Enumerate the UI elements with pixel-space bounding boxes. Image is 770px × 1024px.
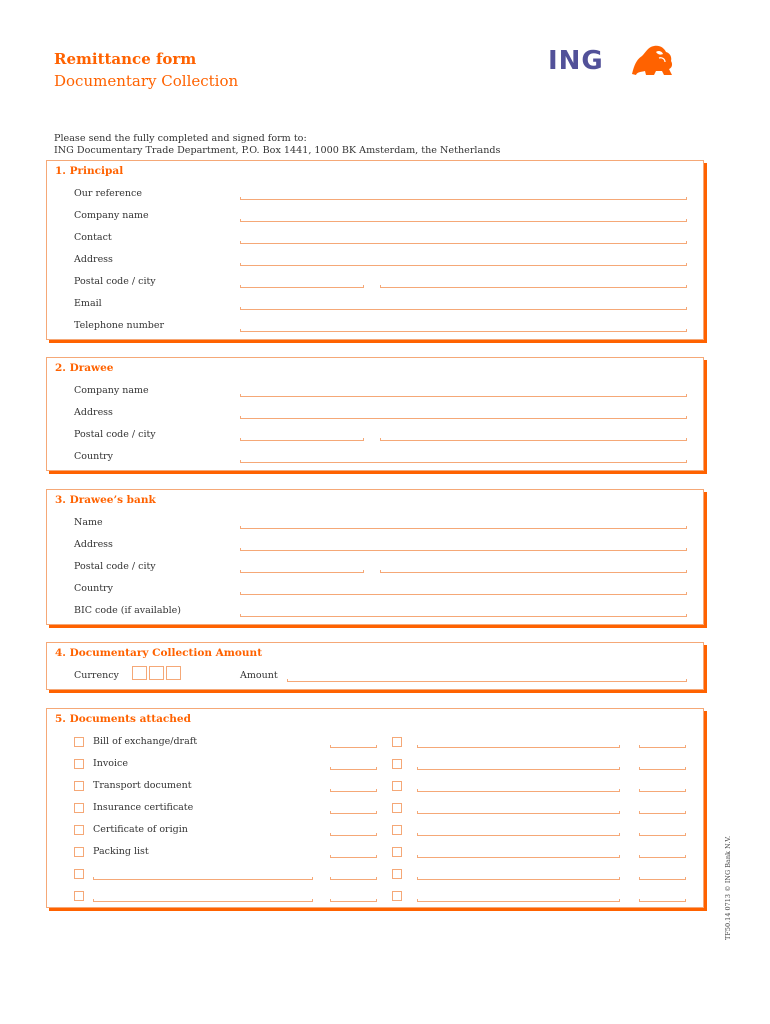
line-tick: [619, 833, 620, 836]
form-title: Remittance form: [54, 50, 197, 68]
line-tick: [240, 570, 241, 573]
line-tick: [417, 811, 418, 814]
bill-originals-field[interactable]: [330, 747, 377, 748]
transport-copy-checkbox[interactable]: [392, 781, 402, 791]
line-tick: [619, 855, 620, 858]
invoice-originals-field[interactable]: [330, 769, 377, 770]
transport-checkbox[interactable]: [74, 781, 84, 791]
line-tick: [686, 263, 687, 266]
line-tick: [330, 855, 331, 858]
drawee-company-field[interactable]: [240, 396, 687, 397]
packing-description-field[interactable]: [417, 857, 620, 858]
other-2-originals-field[interactable]: [330, 901, 377, 902]
bank-name-field[interactable]: [240, 528, 687, 529]
doc-row-packing: [47, 846, 703, 864]
invoice-checkbox[interactable]: [74, 759, 84, 769]
line-tick: [686, 570, 687, 573]
line-tick: [639, 745, 640, 748]
line-tick: [93, 877, 94, 880]
doc-row-transport: [47, 780, 703, 798]
bill-checkbox[interactable]: [74, 737, 84, 747]
transport-copies-field[interactable]: [639, 791, 686, 792]
bank-city-field[interactable]: [380, 572, 687, 573]
line-tick: [685, 899, 686, 902]
line-tick: [639, 899, 640, 902]
drawee-city-field[interactable]: [380, 440, 687, 441]
drawee-address-row: [47, 407, 703, 425]
line-tick: [686, 241, 687, 244]
line-tick: [619, 811, 620, 814]
origin-copies-field[interactable]: [639, 835, 686, 836]
line-tick: [417, 855, 418, 858]
transport-description-field[interactable]: [417, 791, 620, 792]
line-tick: [240, 329, 241, 332]
address-row: [47, 254, 703, 272]
line-tick: [686, 416, 687, 419]
line-tick: [330, 833, 331, 836]
line-tick: [685, 855, 686, 858]
bank-name-row: [47, 517, 703, 535]
line-tick: [417, 789, 418, 792]
line-tick: [240, 460, 241, 463]
bank-postal-city-row: [47, 561, 703, 579]
drawee-company-row: [47, 385, 703, 403]
email-label: Email: [74, 298, 102, 309]
company-name-row: [47, 210, 703, 228]
drawee-country-label: Country: [74, 451, 113, 462]
line-tick: [685, 877, 686, 880]
line-tick: [686, 526, 687, 529]
line-tick: [686, 285, 687, 288]
invoice-copies-field[interactable]: [639, 769, 686, 770]
line-tick: [363, 438, 364, 441]
intro-line-1: Please send the fully completed and signed form to:: [54, 133, 307, 144]
line-tick: [376, 745, 377, 748]
line-tick: [380, 570, 381, 573]
our-reference-row: [47, 188, 703, 206]
drawee-country-field[interactable]: [240, 462, 687, 463]
line-tick: [376, 767, 377, 770]
insurance-label: Insurance certificate: [93, 802, 194, 813]
packing-originals-field[interactable]: [330, 857, 377, 858]
currency-label: Currency: [74, 670, 119, 681]
transport-label: Transport document: [93, 780, 192, 791]
line-tick: [686, 460, 687, 463]
bank-postal-city-label: Postal code / city: [74, 561, 156, 572]
line-tick: [639, 877, 640, 880]
line-tick: [417, 767, 418, 770]
line-tick: [330, 877, 331, 880]
bank-postal-code-field[interactable]: [240, 572, 364, 573]
line-tick: [376, 811, 377, 814]
postal-city-label: Postal code / city: [74, 276, 156, 287]
postal-code-field[interactable]: [240, 287, 364, 288]
amount-title: 4. Documentary Collection Amount: [55, 647, 263, 659]
origin-copy-checkbox[interactable]: [392, 825, 402, 835]
other-2-copies-field[interactable]: [639, 901, 686, 902]
intro-line-2: ING Documentary Trade Department, P.O. Box 1441, 1000 BK Amsterdam, the Netherlands: [54, 144, 501, 156]
origin-checkbox[interactable]: [74, 825, 84, 835]
line-tick: [639, 855, 640, 858]
doc-row-origin: [47, 824, 703, 842]
line-tick: [363, 570, 364, 573]
line-tick: [417, 877, 418, 880]
drawee-section: [46, 357, 704, 471]
line-tick: [240, 285, 241, 288]
line-tick: [240, 197, 241, 200]
principal-section: [46, 160, 704, 340]
line-tick: [686, 307, 687, 310]
telephone-field[interactable]: [240, 331, 687, 332]
bank-name-label: Name: [74, 517, 103, 528]
line-tick: [686, 197, 687, 200]
line-tick: [240, 219, 241, 222]
principal-title: 1. Principal: [55, 165, 124, 177]
line-tick: [639, 811, 640, 814]
contact-row: [47, 232, 703, 250]
bank-address-label: Address: [74, 539, 113, 550]
bank-country-field[interactable]: [240, 594, 687, 595]
line-tick: [240, 438, 241, 441]
address-label: Address: [74, 254, 113, 265]
line-tick: [417, 899, 418, 902]
line-tick: [312, 877, 313, 880]
line-tick: [240, 394, 241, 397]
line-tick: [417, 833, 418, 836]
bill-label: Bill of exchange/draft: [93, 736, 198, 747]
line-tick: [240, 263, 241, 266]
drawee-address-label: Address: [74, 407, 113, 418]
other-2-checkbox[interactable]: [74, 891, 84, 901]
bank-country-row: [47, 583, 703, 601]
doc-row-invoice: [47, 758, 703, 776]
drawee-postal-code-field[interactable]: [240, 440, 364, 441]
packing-label: Packing list: [93, 846, 149, 857]
line-tick: [376, 877, 377, 880]
line-tick: [376, 789, 377, 792]
doc-row-other-1: [47, 868, 703, 886]
other-2-description-field[interactable]: [417, 901, 620, 902]
line-tick: [619, 877, 620, 880]
drawee-title: 2. Drawee: [55, 362, 114, 374]
doc-row-bill: [47, 736, 703, 754]
other-1-description-field[interactable]: [417, 879, 620, 880]
doc-row-insurance: [47, 802, 703, 820]
packing-checkbox[interactable]: [74, 847, 84, 857]
line-tick: [240, 526, 241, 529]
amount-row: [47, 670, 703, 688]
other-1-checkbox[interactable]: [74, 869, 84, 879]
line-tick: [330, 767, 331, 770]
line-tick: [619, 789, 620, 792]
line-tick: [376, 833, 377, 836]
currency-box-2[interactable]: [149, 666, 164, 680]
bank-address-field[interactable]: [240, 550, 687, 551]
our-reference-field[interactable]: [240, 199, 687, 200]
insurance-description-field[interactable]: [417, 813, 620, 814]
our-reference-label: Our reference: [74, 188, 142, 199]
bic-field[interactable]: [240, 616, 687, 617]
drawee-bank-title: 3. Drawee’s bank: [55, 494, 156, 506]
bank-address-row: [47, 539, 703, 557]
form-reference-side-text: TF50.14 0713 © ING Bank N.V.: [724, 835, 732, 940]
postal-city-row: [47, 276, 703, 294]
line-tick: [685, 833, 686, 836]
invoice-description-field[interactable]: [417, 769, 620, 770]
line-tick: [240, 592, 241, 595]
company-name-field[interactable]: [240, 221, 687, 222]
insurance-checkbox[interactable]: [74, 803, 84, 813]
bill-copy-checkbox[interactable]: [392, 737, 402, 747]
line-tick: [240, 416, 241, 419]
line-tick: [686, 548, 687, 551]
origin-label: Certificate of origin: [93, 824, 188, 835]
line-tick: [686, 679, 687, 682]
drawee-country-row: [47, 451, 703, 469]
telephone-row: [47, 320, 703, 338]
invoice-copy-checkbox[interactable]: [392, 759, 402, 769]
line-tick: [376, 899, 377, 902]
line-tick: [686, 614, 687, 617]
amount-field[interactable]: [287, 681, 687, 682]
line-tick: [619, 899, 620, 902]
line-tick: [686, 219, 687, 222]
line-tick: [619, 767, 620, 770]
insurance-originals-field[interactable]: [330, 813, 377, 814]
line-tick: [330, 899, 331, 902]
intro-text: [54, 133, 500, 156]
amount-section: [46, 642, 704, 690]
drawee-company-label: Company name: [74, 385, 149, 396]
drawee-postal-city-row: [47, 429, 703, 447]
address-field[interactable]: [240, 265, 687, 266]
other-2-copy-checkbox[interactable]: [392, 891, 402, 901]
line-tick: [240, 614, 241, 617]
line-tick: [685, 811, 686, 814]
origin-originals-field[interactable]: [330, 835, 377, 836]
logo-text: ING: [548, 46, 604, 76]
drawee-bank-section: [46, 489, 704, 625]
line-tick: [330, 789, 331, 792]
email-field[interactable]: [240, 309, 687, 310]
line-tick: [639, 767, 640, 770]
packing-copy-checkbox[interactable]: [392, 847, 402, 857]
line-tick: [619, 745, 620, 748]
origin-description-field[interactable]: [417, 835, 620, 836]
line-tick: [685, 745, 686, 748]
line-tick: [380, 285, 381, 288]
line-tick: [363, 285, 364, 288]
other-1-originals-field[interactable]: [330, 879, 377, 880]
drawee-address-field[interactable]: [240, 418, 687, 419]
other-1-name-field[interactable]: [93, 879, 313, 880]
bic-label: BIC code (if available): [74, 605, 181, 616]
line-tick: [685, 767, 686, 770]
lion-icon: [628, 44, 676, 78]
line-tick: [240, 548, 241, 551]
line-tick: [312, 899, 313, 902]
line-tick: [639, 789, 640, 792]
insurance-copies-field[interactable]: [639, 813, 686, 814]
insurance-copy-checkbox[interactable]: [392, 803, 402, 813]
line-tick: [380, 438, 381, 441]
line-tick: [240, 241, 241, 244]
bill-description-field[interactable]: [417, 747, 620, 748]
bank-country-label: Country: [74, 583, 113, 594]
contact-label: Contact: [74, 232, 112, 243]
currency-box-1[interactable]: [132, 666, 147, 680]
bic-row: [47, 605, 703, 623]
documents-section: [46, 708, 704, 908]
line-tick: [287, 679, 288, 682]
line-tick: [417, 745, 418, 748]
form-subtitle: Documentary Collection: [54, 72, 239, 90]
line-tick: [330, 745, 331, 748]
line-tick: [330, 811, 331, 814]
line-tick: [93, 899, 94, 902]
company-name-label: Company name: [74, 210, 149, 221]
invoice-label: Invoice: [93, 758, 128, 769]
line-tick: [240, 307, 241, 310]
line-tick: [686, 394, 687, 397]
email-row: [47, 298, 703, 316]
other-2-name-field[interactable]: [93, 901, 313, 902]
contact-field[interactable]: [240, 243, 687, 244]
documents-title: 5. Documents attached: [55, 713, 191, 725]
line-tick: [686, 329, 687, 332]
other-1-copies-field[interactable]: [639, 879, 686, 880]
doc-row-other-2: [47, 890, 703, 908]
line-tick: [686, 592, 687, 595]
amount-label: Amount: [240, 670, 278, 681]
city-field[interactable]: [380, 287, 687, 288]
line-tick: [376, 855, 377, 858]
line-tick: [686, 438, 687, 441]
drawee-postal-city-label: Postal code / city: [74, 429, 156, 440]
other-1-copy-checkbox[interactable]: [392, 869, 402, 879]
transport-originals-field[interactable]: [330, 791, 377, 792]
ing-logo: [548, 44, 678, 84]
currency-box-3[interactable]: [166, 666, 181, 680]
line-tick: [685, 789, 686, 792]
line-tick: [639, 833, 640, 836]
telephone-label: Telephone number: [74, 320, 165, 331]
bill-copies-field[interactable]: [639, 747, 686, 748]
packing-copies-field[interactable]: [639, 857, 686, 858]
